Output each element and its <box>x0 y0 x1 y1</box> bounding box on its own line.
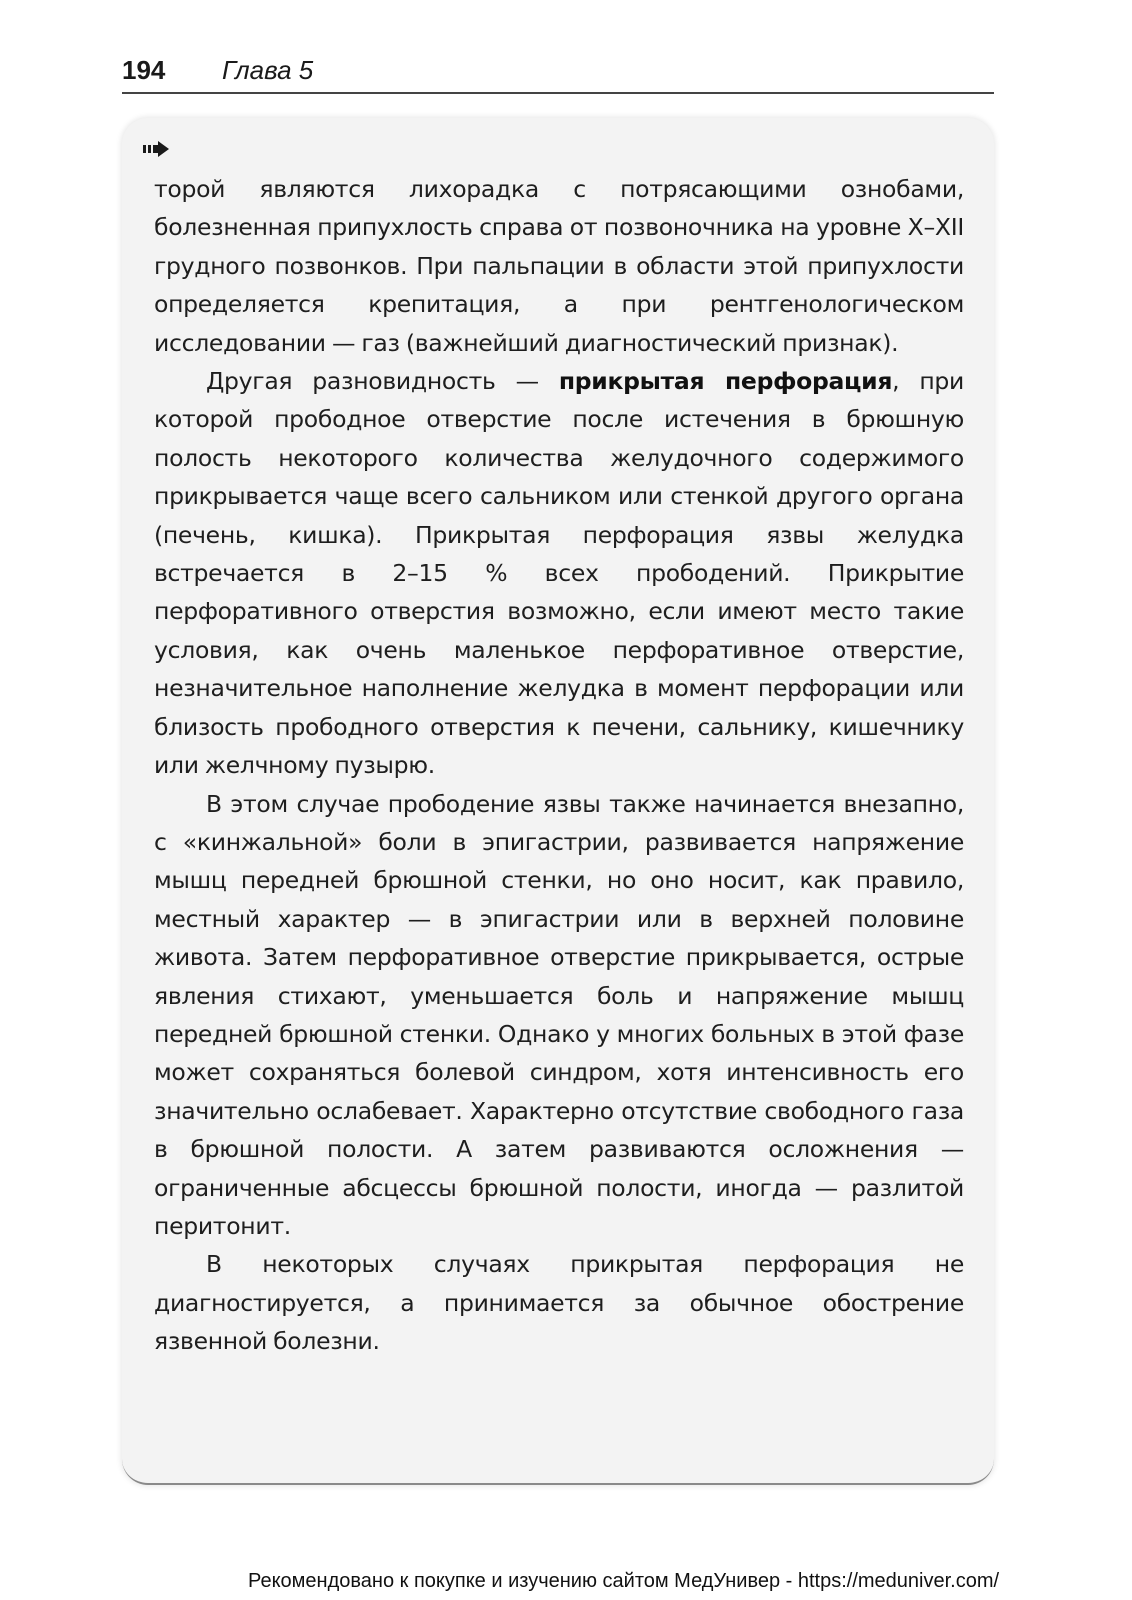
paragraph-2-rest: , при которой прободное отверстие после истечения в брюшную полость некоторого количества желудочного содержимого прикрывается чаще всего сальником или стенкой другого органа (печень, кишка). Прикрытая перфорация язвы желудка встречается в 2–15 % всех прободений. Прикрытие перфоративного отверстия возможно, если имеют место такие условия, как очень маленькое перфоративное отверстие, незначительное наполнение желудка в момент перфорации или близость прободного отверстия к печени, сальнику, кишечнику или желчному пузырю. <box>154 367 964 780</box>
page-number: 194 <box>122 55 166 85</box>
running-head <box>122 52 994 94</box>
right-arrow-icon <box>142 140 170 158</box>
paragraph-2 <box>154 362 964 784</box>
paragraph-2-start: Другая разновидность — <box>206 367 559 396</box>
term-covered-perforation: прикрытая перфорация <box>558 367 893 396</box>
paragraph-3: В этом случае прободение язвы также начинается внезапно, с «кинжальной» боли в эпигастрии, развивается напряжение мышц передней брюшной стенки, но оно носит, как правило, местный характер — в эпигастрии или в верхней половине живота. Затем перфоративное отверстие прикрывается, острые явления стихают, уменьшается боль и напряжение мышц передней брюшной стенки. Однако у многих больных в этой фазе может сохраняться болевой синдром, хотя интенсивность его значительно ослабевает. Характерно отсутствие свободного газа в брюшной полости. А затем развиваются осложнения — ограниченные абсцессы брюшной полости, иногда — разлитой перитонит. <box>154 789 964 1240</box>
body-text <box>154 170 964 1361</box>
footer-recommendation: Рекомендовано к покупке и изучению сайтом МедУнивер - https://meduniver.com/ <box>248 1570 1000 1592</box>
paragraph-4: В некоторых случаях прикрытая перфорация не диагностируется, а принимается за обычное обострение язвенной болезни. <box>154 1250 964 1356</box>
text-box <box>122 118 994 1485</box>
chapter-title: Глава 5 <box>222 55 314 85</box>
paragraph-1: торой являются лихорадка с потрясающими ознобами, болезненная припухлость справа от позвоночника на уровне X–XII грудного позвонков. При пальпации в области этой припухлости определяется крепитация, а при рентгенологическом исследовании — газ (важнейший диагностический признак). <box>154 175 964 357</box>
